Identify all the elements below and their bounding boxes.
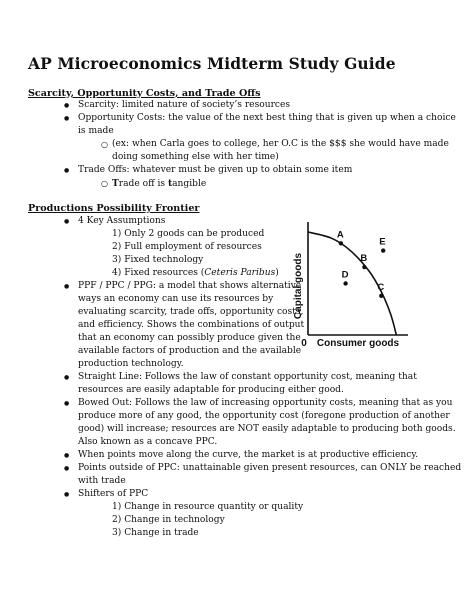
bullet-ppf-line-1: ● PPF / PPC / PPG: a model that shows alternative	[78, 280, 301, 293]
ppf-point-label-c: C	[377, 281, 385, 293]
bullet-bowed-out-4: Also known as a concave PPC.	[78, 437, 218, 447]
bullet-points-outside: ● Points outside of PPC: unattainable given present resources, can ONLY be reached	[78, 462, 461, 475]
bullet-ppf-line-3: evaluating scarcity, trade offs, opportunity costs,	[78, 307, 304, 317]
bullet-ppf-line-2: ways an economy can use its resources by	[78, 294, 274, 304]
x-axis-label: Consumer goods	[316, 338, 400, 349]
bullet-key-assumptions: ● 4 Key Assumptions	[78, 215, 165, 228]
bullet-bowed-out-1: ● Bowed Out: Follows the law of increasing opportunity costs, meaning that as you	[78, 397, 452, 410]
bullet-points-outside-cont: with trade	[78, 476, 126, 486]
bullet-scarcity: ● Scarcity: limited nature of society’s resources	[78, 99, 290, 112]
y-axis-label: Capital goods	[293, 252, 304, 320]
mnemonic-letter-t2: t	[167, 178, 173, 189]
bullet-opportunity-costs-cont: is made	[78, 126, 114, 136]
ppf-point-a	[339, 241, 343, 245]
shifter-3: 3) Change in trade	[112, 528, 199, 538]
bullet-straight-line: ● Straight Line: Follows the law of constant opportunity cost, meaning that	[78, 371, 417, 384]
sub-bullet-oc-example: ○ (ex: when Carla goes to college, her O.C is the $$$ she would have made	[112, 138, 449, 151]
ppf-point-c	[379, 294, 383, 298]
assumption-4	[112, 267, 279, 280]
section-heading-scarcity: Scarcity, Opportunity Costs, and Trade Offs	[28, 88, 261, 99]
bullet-bowed-out-3: good) will increase; resources are NOT easily adaptable to producing both goods.	[78, 424, 456, 434]
assumption-4-pre: 4) Fixed resources (	[112, 268, 205, 278]
ppf-point-label-d: D	[341, 269, 349, 281]
assumption-2: 2) Full employment of resources	[112, 242, 262, 252]
assumption-4-post: )	[275, 268, 279, 278]
origin-label: 0	[301, 338, 307, 349]
mnemonic-letter-t: T	[112, 178, 119, 189]
assumption-4-ceteris-paribus: Ceteris Paribus	[204, 268, 276, 278]
shifter-2: 2) Change in technology	[112, 515, 225, 525]
bullet-opportunity-costs: ● Opportunity Costs: the value of the next best thing that is given up when a choice	[78, 112, 456, 125]
bullet-bowed-out-2: produce more of any good, the opportunity cost (foregone production of another	[78, 411, 450, 421]
ppf-points	[337, 229, 386, 298]
assumption-1: 1) Only 2 goods can be produced	[112, 229, 265, 239]
bullet-ppf-line-5: that an economy can possibly produce given the	[78, 333, 301, 343]
sub-bullet-oc-example-cont: doing something else with her time)	[112, 152, 279, 162]
ppf-point-b	[362, 265, 366, 269]
page-title: AP Microeconomics Midterm Study Guide	[28, 54, 396, 73]
bullet-shifters: ● Shifters of PPC	[78, 488, 148, 501]
bullet-straight-line-cont: resources are easily adaptable for producing either good.	[78, 385, 344, 395]
ppf-point-d	[343, 281, 347, 285]
sub-bullet-trade-off-mnemonic	[112, 177, 206, 191]
bullet-trade-offs: ● Trade Offs: whatever must be given up to obtain some item	[78, 164, 352, 177]
bullet-ppf-line-7: production technology.	[78, 359, 184, 369]
assumption-3: 3) Fixed technology	[112, 255, 204, 265]
ppf-point-label-a: A	[336, 229, 344, 241]
bullet-on-curve: ● When points move along the curve, the market is at productive efficiency.	[78, 449, 418, 462]
ppf-point-label-e: E	[379, 236, 386, 248]
bullet-ppf-line-6: available factors of production and the available	[78, 346, 302, 356]
shifter-1: 1) Change in resource quantity or quality	[112, 502, 304, 512]
ppf-chart	[290, 218, 410, 360]
bullet-ppf-line-4: and efficiency. Shows the combinations of output	[78, 320, 305, 330]
ppf-point-e	[381, 248, 385, 252]
ppf-point-label-b: B	[360, 253, 368, 265]
mnemonic-text-2: angible	[172, 179, 207, 189]
mnemonic-text-1: rade off is	[118, 179, 168, 189]
section-heading-ppf: Productions Possibility Frontier	[28, 203, 200, 214]
